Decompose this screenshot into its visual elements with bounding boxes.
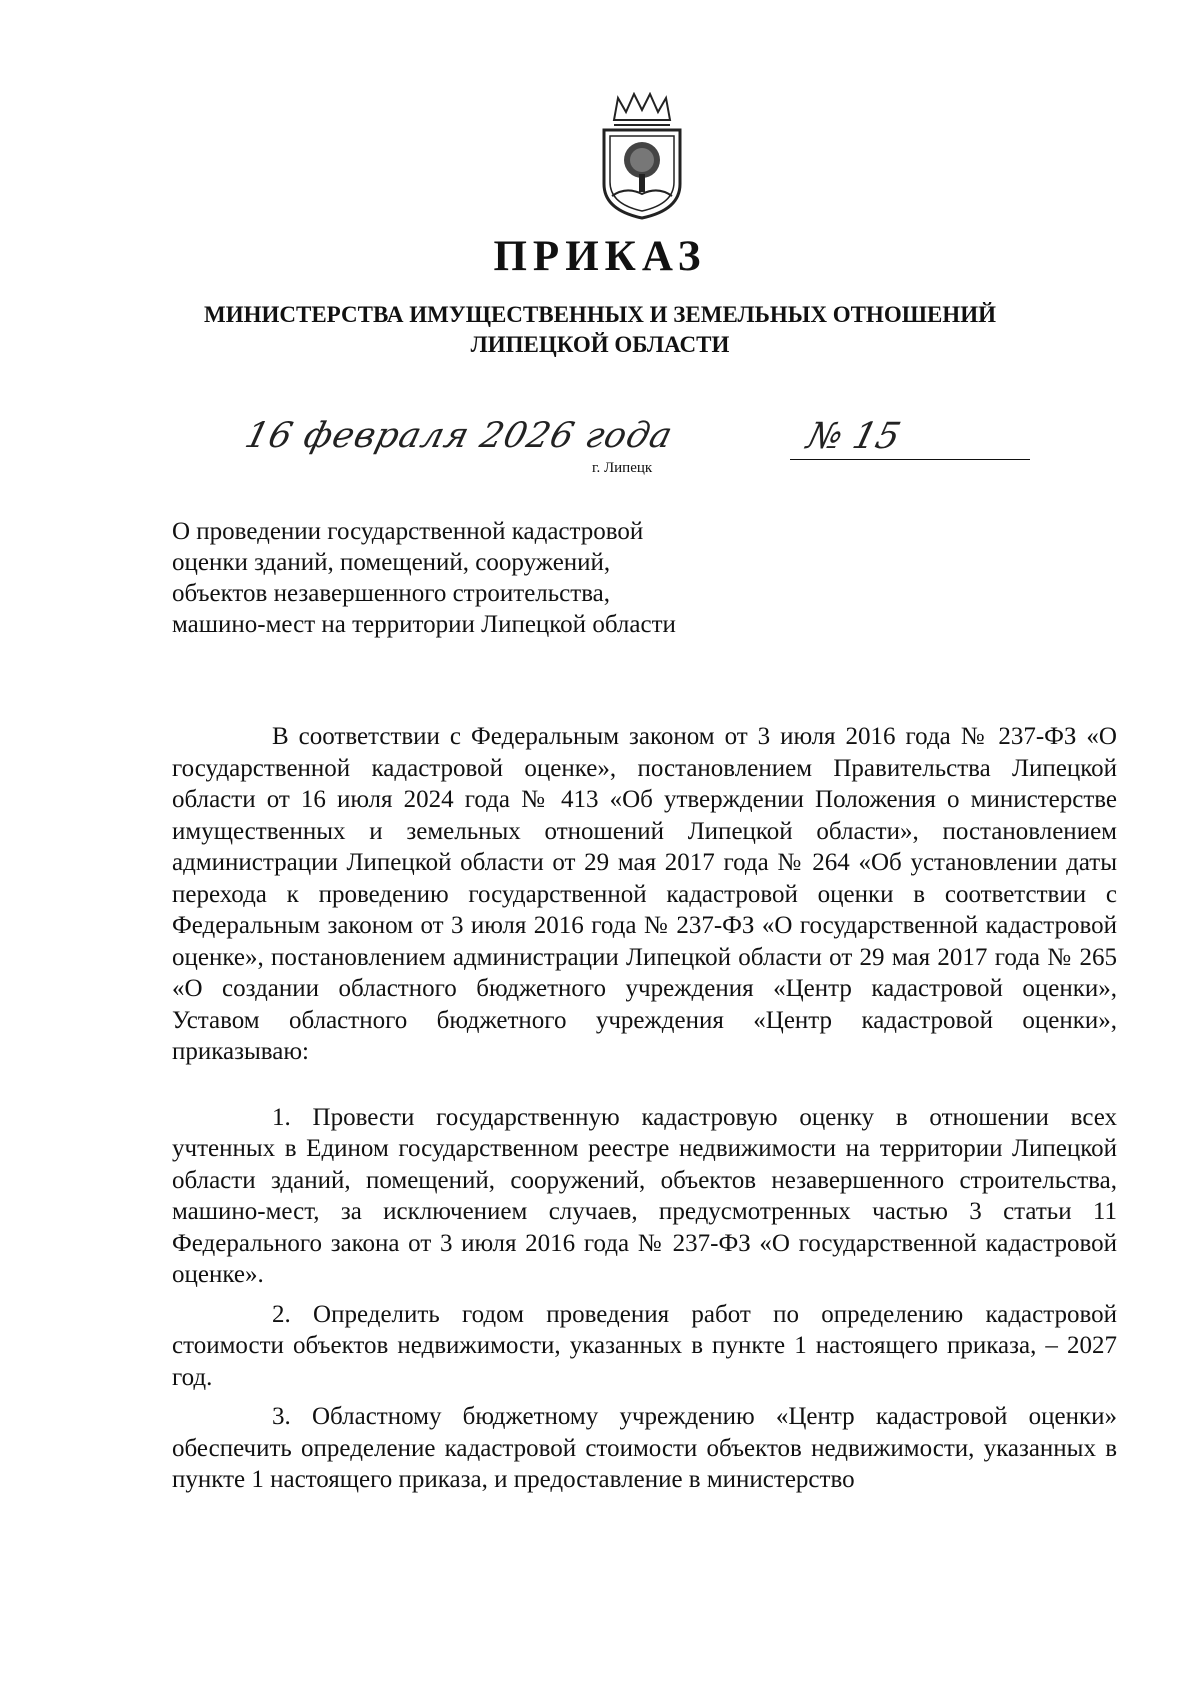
order-item-2: 2. Определить годом проведения работ по определению кадастровой стоимости объектов недвижимости, указанных в пункте 1 настоящего приказа, – 2027 год. bbox=[172, 1300, 1117, 1391]
coat-of-arms-icon bbox=[596, 92, 688, 220]
order-city: г. Липецк bbox=[592, 460, 653, 476]
number-underline bbox=[790, 459, 1030, 460]
order-number: № 15 bbox=[802, 416, 905, 457]
order-subject bbox=[172, 516, 676, 640]
ministry-name bbox=[0, 300, 1200, 360]
ministry-name-line1: МИНИСТЕРСТВА ИМУЩЕСТВЕННЫХ И ЗЕМЕЛЬНЫХ ОТНОШЕНИЙ bbox=[204, 302, 996, 327]
preamble-paragraph: В соответствии с Федеральным законом от 3 июля 2016 года № 237-ФЗ «О государственной кадастровой оценке», постановлением Правительства Липецкой области от 16 июля 2024 года № 413 «Об утверждении Положения о министерстве имущественных и земельных отношений Липецкой области», постановлением администрации Липецкой области от 29 мая 2017 года № 264 «Об установлении даты перехода к проведению государственной кадастровой оценки в соответствии с Федеральным законом от 3 июля 2016 года № 237-ФЗ «О государственной кадастровой оценке», постановлением администрации Липецкой области от 29 мая 2017 года № 265 «О создании областного бюджетного учреждения «Центр кадастровой оценки», Уставом областного бюджетного учреждения «Центр кадастровой оценки», приказываю: bbox=[172, 723, 1117, 1065]
ministry-name-line2: ЛИПЕЦКОЙ ОБЛАСТИ bbox=[470, 332, 730, 357]
subject-line: О проведении государственной кадастровой bbox=[172, 518, 644, 545]
subject-line: объектов незавершенного строительства, bbox=[172, 580, 611, 607]
order-body bbox=[172, 721, 1117, 1496]
order-date: 16 февраля 2026 года bbox=[241, 416, 678, 456]
order-item-1: 1. Провести государственную кадастровую оценку в отношении всех учтенных в Едином государственном реестре недвижимости на территории Липецкой области зданий, помещений, сооружений, объектов незавершенного строительства, машино-мест, за исключением случаев, предусмотренных частью 3 статьи 11 Федерального закона от 3 июля 2016 года № 237-ФЗ «О государственной кадастровой оценке». bbox=[172, 1103, 1117, 1288]
subject-line: машино-мест на территории Липецкой области bbox=[172, 611, 676, 638]
document-title: ПРИКАЗ bbox=[493, 233, 707, 280]
subject-line: оценки зданий, помещений, сооружений, bbox=[172, 549, 611, 576]
order-item-3: 3. Областному бюджетному учреждению «Центр кадастровой оценки» обеспечить определение кадастровой стоимости объектов недвижимости, указанных в пункте 1 настоящего приказа, и предоставление в министерство bbox=[172, 1403, 1117, 1493]
